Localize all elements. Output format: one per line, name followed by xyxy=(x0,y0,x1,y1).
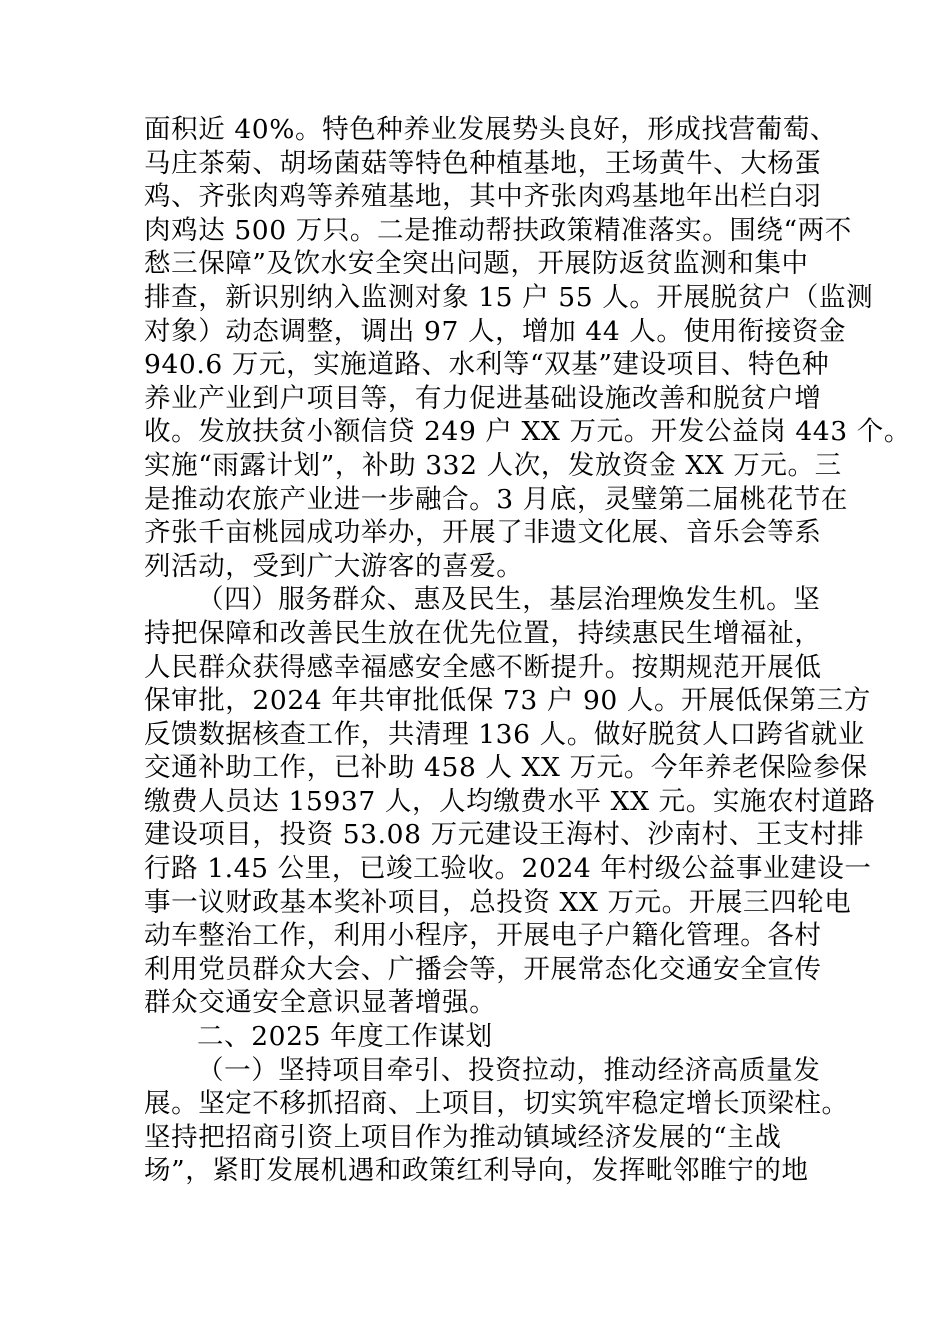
document-page xyxy=(144,113,911,1188)
text-line: 缴费人员达 15937 人，人均缴费水平 XX 元。实施农村道路 xyxy=(144,785,876,817)
text-line: 利用党员群众大会、广播会等，开展常态化交通安全宣传 xyxy=(144,953,822,985)
text-line: 面积近 40%。特色种养业发展势头良好，形成找营葡萄、 xyxy=(144,114,838,145)
text-line: 人民群众获得感幸福感安全感不断提升。按期规范开展低 xyxy=(144,651,822,683)
text-line: 建设项目，投资 53.08 万元建设王海村、沙南村、王支村排 xyxy=(144,819,865,851)
text-line: 实施“雨露计划”，补助 332 人次，发放资金 XX 万元。三 xyxy=(144,449,842,481)
text-line: 齐张千亩桃园成功举办，开展了非遗文化展、音乐会等系 xyxy=(144,517,822,549)
text-line: 行路 1.45 公里，已竣工验收。2024 年村级公益事业建设一 xyxy=(144,853,872,885)
text-line: 对象）动态调整，调出 97 人，增加 44 人。使用衔接资金 xyxy=(144,315,847,347)
text-line: 交通补助工作，已补助 458 人 XX 万元。今年养老保险参保 xyxy=(144,752,868,784)
text-line: 坚持把招商引资上项目作为推动镇域经济发展的“主战 xyxy=(144,1121,782,1153)
text-line: 肉鸡达 500 万只。二是推动帮扶政策精准落实。围绕“两不 xyxy=(144,214,852,246)
text-line: 愁三保障”及饮水安全突出问题，开展防返贫监测和集中 xyxy=(144,248,809,280)
section-heading-line: （一）坚持项目牵引、投资拉动，推动经济高质量发 xyxy=(197,1054,821,1086)
text-line: 展。坚定不移抓招商、上项目，切实筑牢稳定增长顶梁柱。 xyxy=(144,1088,849,1120)
text-line: 940.6 万元，实施道路、水利等“双基”建设项目、特色种 xyxy=(144,349,830,381)
text-line: 马庄茶菊、胡场菌菇等特色种植基地，王场黄牛、大杨蛋 xyxy=(144,147,822,179)
text-line: 养业产业到户项目等，有力促进基础设施改善和脱贫户增 xyxy=(144,382,822,414)
text-line: 持把保障和改善民生放在优先位置，持续惠民生增福祉， xyxy=(144,617,822,649)
text-line: 排查，新识别纳入监测对象 15 户 55 人。开展脱贫户（监测 xyxy=(144,281,874,313)
text-line: 收。发放扶贫小额信贷 249 户 XX 万元。开发公益岗 443 个。 xyxy=(144,416,911,448)
text-line: 群众交通安全意识显著增强。 xyxy=(144,987,497,1019)
text-line: 反馈数据核查工作，共清理 136 人。做好脱贫人口跨省就业 xyxy=(144,718,865,750)
text-line: 列活动，受到广大游客的喜爱。 xyxy=(144,550,524,582)
text-line: 场”，紧盯发展机遇和政策红利导向，发挥毗邻睢宁的地 xyxy=(144,1155,809,1187)
text-line: 保审批，2024 年共审批低保 73 户 90 人。开展低保第三方 xyxy=(144,685,871,717)
text-line: 是推动农旅产业进一步融合。3 月底，灵璧第二届桃花节在 xyxy=(144,483,848,515)
chapter-heading: 二、2025 年度工作谋划 xyxy=(197,1021,493,1053)
text-line: 事一议财政基本奖补项目，总投资 XX 万元。开展三四轮电 xyxy=(144,886,852,918)
text-line: 鸡、齐张肉鸡等养殖基地，其中齐张肉鸡基地年出栏白羽 xyxy=(144,181,822,213)
section-heading-line: （四）服务群众、惠及民生，基层治理焕发生机。坚 xyxy=(197,584,821,616)
text-line: 动车整治工作，利用小程序，开展电子户籍化管理。各村 xyxy=(144,920,822,952)
